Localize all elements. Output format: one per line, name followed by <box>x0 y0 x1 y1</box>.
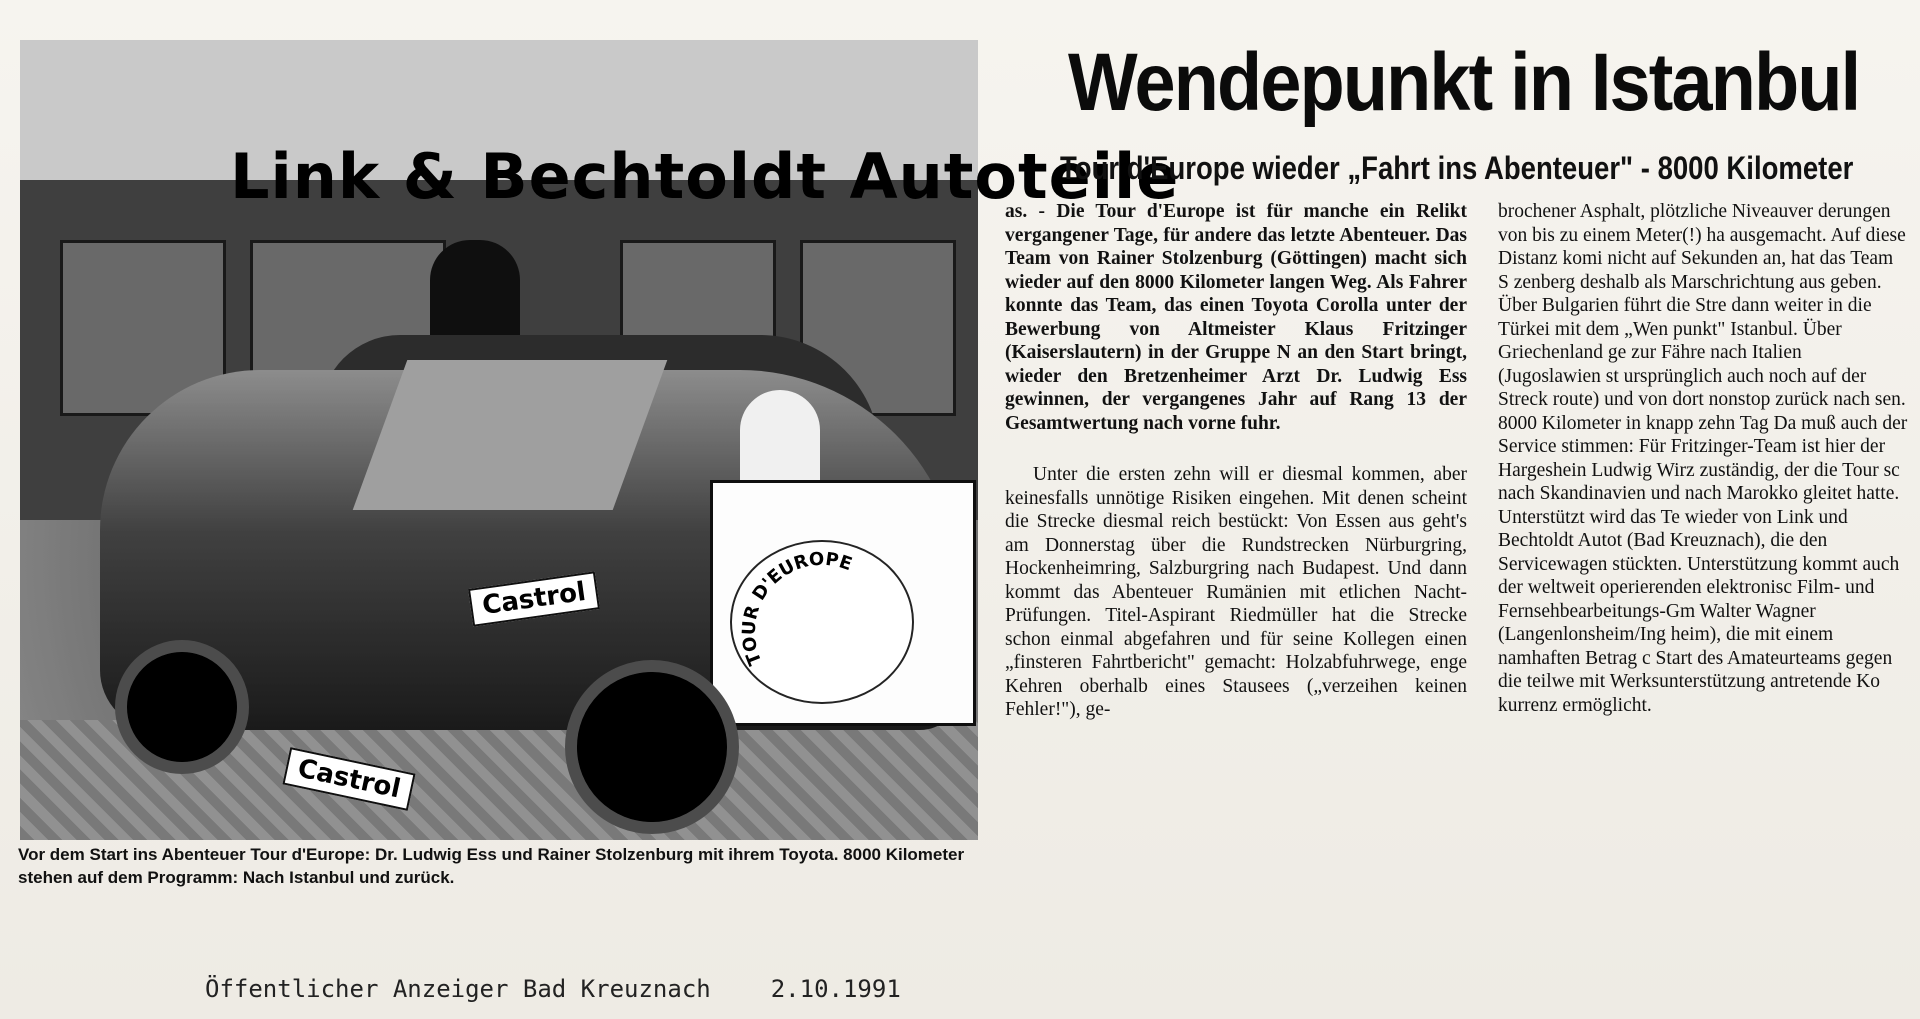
source-date: 2.10.1991 <box>770 975 901 1003</box>
castrol-decal: Castrol <box>282 747 415 811</box>
castrol-decal: Castrol <box>468 571 600 626</box>
source-publication: Öffentlicher Anzeiger Bad Kreuznach <box>205 975 711 1003</box>
article-paragraph: brochener Asphalt, plötzliche Niveauver derungen von bis zu einem Meter(!) ha ausgemacht. Auf diese Distanz komi nicht auf Sekunden an, hat das Team S zenberg deshalb als Marschrichtung aus geben. Über Bulgarien führt die Stre dann weiter in die Türkei mit dem „Wen punkt" Istanbul. Über Griechenland ge zur Fähre nach Italien (Jugoslawien st ursprünglich auch noch auf der Streck route) und von dort nonstop zurück nach sen. 8000 Kilometer in knapp zehn Tag Da muß auch der Service stimmen: Für Fritzinger-Team ist hier der Hargeshein Ludwig Wirz zuständig, der die Tour sc nach Skandinavien und nach Marokko gleitet hatte. Unterstützt wird das Te wieder von Link und Bechtoldt Autot (Bad Kreuznach), die den Servicewagen stückten. Unterstützung kommt auch der weltweit operierenden elektronisc Film- und Fernsehbearbeitungs-Gm Walter Wagner (Langenlonsheim/Ing heim), die mit einem namhaften Betrag c Start des Amateurteams gegen die teilwe mit Werksunterstützung antretende Ko kurrenz ermöglicht. <box>1498 201 1908 716</box>
svg-text:TOUR D'EUROPE <box>739 549 855 668</box>
article-headline: Wendepunkt in Istanbul <box>1068 37 1860 128</box>
photo-caption: Vor dem Start ins Abenteuer Tour d'Europe: Dr. Ludwig Ess und Rainer Stolzenburg mit ihrem Toyota. 8000 Kilometer stehen auf dem Programm: Nach Istanbul und zurück. <box>18 845 965 887</box>
article-subheadline: Tour d'Europe wieder „Fahrt ins Abenteuer" - 8000 Kilometer <box>1060 150 1854 186</box>
article-paragraph: as. - Die Tour d'Europe ist für manche ein Relikt vergangener Tage, für andere das letzte Abenteuer. Das Team von Rainer Stolzenburg (Göttingen) macht sich wieder auf den 8000 Kilometer langen Weg. Als Fahrer konnte das Team, das einen Toyota Corolla unter der Bewerbung von Altmeister Klaus Fritzinger (Kaiserslautern) in der Gruppe N an den Start bringt, wieder den Bretzenheimer Arzt Dr. Ludwig Ess gewinnen, der vergangenes Jahr auf Rang 13 der Gesamtwertung nach vorne fuhr. <box>1005 201 1467 434</box>
tour-d-europe-logo <box>730 540 914 704</box>
article-column-2 <box>1498 200 1908 900</box>
photo-car-wheel <box>565 660 739 834</box>
article-photo <box>20 40 1180 840</box>
article-column-1 <box>1005 200 1467 750</box>
photo-windshield <box>353 360 668 510</box>
source-note <box>205 975 901 1003</box>
article-paragraph: Unter die ersten zehn will er diesmal kommen, aber keinesfalls unnötige Risiken eingehen. Mit denen scheint die Strecke diesmal reich bestückt: Von Essen aus geht's am Donnerstag über die Rundstrecken Nürburgring, Hockenheimring, Salzburgring nach Budapest. Und dann kommt das Abenteuer Rumänien mit etlichen Nacht-Prüfungen. Titel-Aspirant Riedmüller hat die Strecke schon einmal abgefahren und für seine Kollegen einen „finsteren Fahrtbericht" gemacht: Holzabfuhrwege, enge Kehren oberhalb eines Stausees („verzeihen keinen Fehler!"), ge- <box>1005 464 1467 720</box>
door-logo-text: TOUR D'EUROPE <box>738 548 855 669</box>
shop-sign: Link & Bechtoldt Autoteile <box>230 140 1180 213</box>
photo-car-wheel <box>115 640 249 774</box>
